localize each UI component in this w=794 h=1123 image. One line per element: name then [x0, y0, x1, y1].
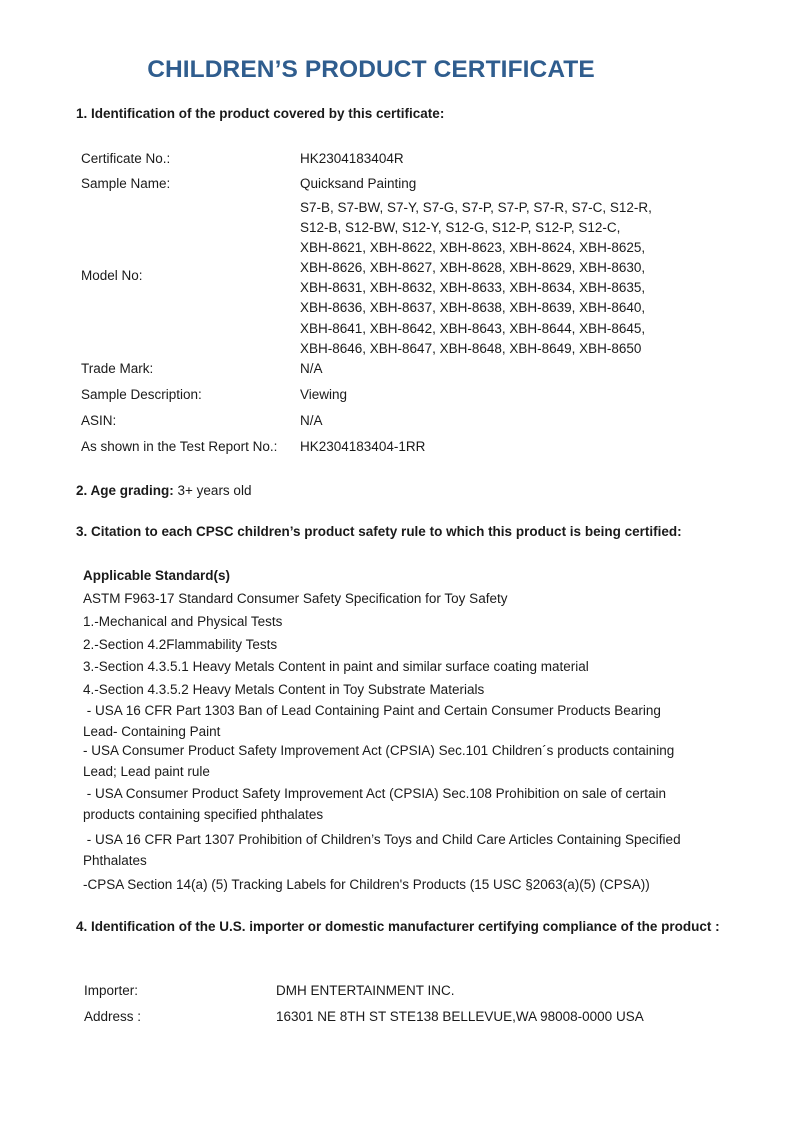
model-no-label: Model No: — [81, 268, 143, 283]
standard-line: 4.-Section 4.3.5.2 Heavy Metals Content in Toy Substrate Materials — [83, 682, 485, 697]
model-line: S12-B, S12-BW, S12-Y, S12-G, S12-P, S12-P, S12-C, — [300, 220, 621, 236]
age-grading-label: 2. Age grading: — [76, 483, 174, 498]
standard-line: ASTM F963-17 Standard Consumer Safety Specification for Toy Safety — [83, 591, 508, 606]
model-line: XBH-8626, XBH-8627, XBH-8628, XBH-8629, XBH-8630, — [300, 260, 646, 276]
sample-description-value: Viewing — [300, 387, 348, 402]
standard-line: 2.-Section 4.2Flammability Tests — [83, 637, 278, 652]
standard-line: 1.-Mechanical and Physical Tests — [83, 614, 283, 629]
model-line: XBH-8631, XBH-8632, XBH-8633, XBH-8634, XBH-8635, — [300, 280, 646, 296]
sample-name-value: Quicksand Painting — [300, 176, 417, 191]
standard-line: - USA Consumer Product Safety Improvement Act (CPSIA) Sec.108 Prohibition on sale of certain products containing specified phthalates — [83, 786, 670, 822]
standard-line: - USA 16 CFR Part 1307 Prohibition of Children’s Toys and Child Care Articles Containing Specified Phthalates — [83, 832, 685, 868]
trade-mark-label: Trade Mark: — [81, 361, 154, 376]
model-no-list — [300, 198, 652, 359]
standard-line: - USA 16 CFR Part 1303 Ban of Lead Containing Paint and Certain Consumer Products Bearing Lead- Containing Paint — [83, 703, 665, 739]
sample-description-label: Sample Description: — [81, 387, 202, 402]
standard-line: 3.-Section 4.3.5.1 Heavy Metals Content in paint and similar surface coating material — [83, 659, 589, 674]
certificate-no-label: Certificate No.: — [81, 151, 171, 166]
section-3-heading: 3. Citation to each CPSC children’s product safety rule to which this product is being certified: — [76, 524, 682, 539]
asin-label: ASIN: — [81, 413, 117, 428]
asin-value: N/A — [300, 413, 323, 428]
test-report-value: HK2304183404-1RR — [300, 439, 426, 454]
standard-line: - USA Consumer Product Safety Improvement Act (CPSIA) Sec.101 Children´s products containing Lead; Lead paint rule — [83, 743, 675, 779]
test-report-label: As shown in the Test Report No.: — [81, 439, 278, 454]
section-2-heading — [76, 483, 251, 498]
standard-line: -CPSA Section 14(a) (5) Tracking Labels for Children's Products (15 USC §2063(a)(5) (CPSA)) — [83, 877, 650, 892]
model-line: XBH-8646, XBH-8647, XBH-8648, XBH-8649, XBH-8650 — [300, 340, 642, 356]
age-grading-value: 3+ years old — [177, 483, 252, 498]
model-line: XBH-8621, XBH-8622, XBH-8623, XBH-8624, XBH-8625, — [300, 240, 646, 256]
applicable-standards-heading: Applicable Standard(s) — [83, 568, 231, 583]
section-4-heading: 4. Identification of the U.S. importer or domestic manufacturer certifying compliance of the product : — [76, 919, 720, 934]
address-label: Address : — [84, 1009, 142, 1024]
model-line: XBH-8636, XBH-8637, XBH-8638, XBH-8639, XBH-8640, — [300, 300, 646, 316]
importer-value: DMH ENTERTAINMENT INC. — [276, 983, 455, 998]
importer-label: Importer: — [84, 983, 139, 998]
section-1-heading: 1. Identification of the product covered by this certificate: — [76, 106, 445, 121]
page-title: CHILDREN’S PRODUCT CERTIFICATE — [147, 56, 595, 83]
model-line: S7-B, S7-BW, S7-Y, S7-G, S7-P, S7-P, S7-R, S7-C, S12-R, — [300, 200, 652, 215]
certificate-no-value: HK2304183404R — [300, 151, 404, 166]
model-line: XBH-8641, XBH-8642, XBH-8643, XBH-8644, XBH-8645, — [300, 320, 646, 336]
address-value: 16301 NE 8TH ST STE138 BELLEVUE,WA 98008-0000 USA — [276, 1009, 644, 1024]
trade-mark-value: N/A — [300, 361, 323, 376]
sample-name-label: Sample Name: — [81, 176, 171, 191]
